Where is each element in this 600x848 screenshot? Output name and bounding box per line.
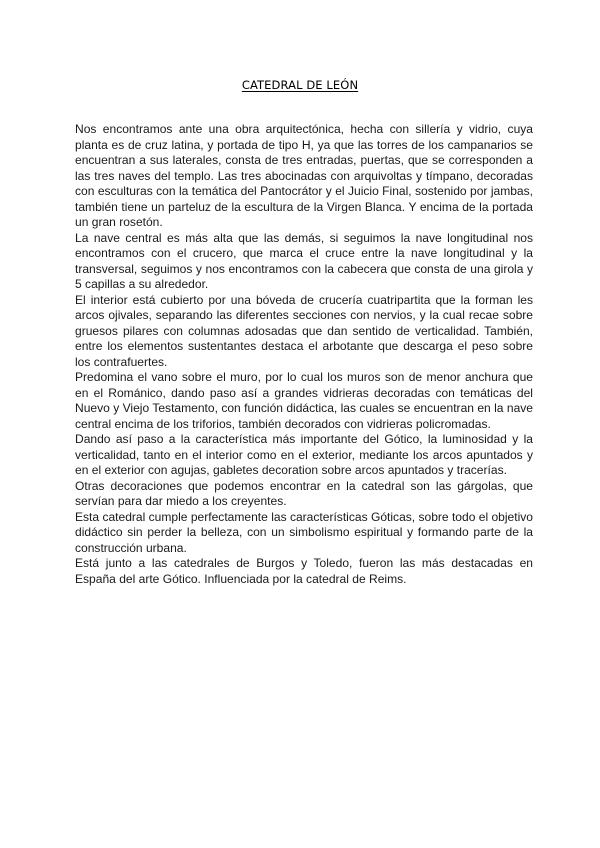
- paragraph-intro: Nos encontramos ante una obra arquitectónica, hecha con sillería y vidrio, cuya planta es de cruz latina, y portada de tipo H, ya que las torres de los campanarios se encuentran a sus laterales, consta de tres entradas, puertas, que se corresponden a las tres naves del templo. Las tres abocinadas con arquivoltas y tímpano, decoradas con esculturas con la temática del Pantocrátor y el Juicio Final, sostenido por jambas, también tiene un parteluz de la escultura de la Virgen Blanca. Y encima de la portada un gran rosetón.: [75, 122, 533, 229]
- paragraph-luminosidad: Dando así paso a la característica más importante del Gótico, la luminosidad y la verticalidad, tanto en el interior como en el exterior, mediante los arcos apuntados y en el exterior con agujas, gabletes decoration sobre arcos apuntados y tracerías.: [75, 432, 533, 477]
- document-title: CATEDRAL DE LEÓN: [241, 78, 359, 92]
- paragraph-gargolas: Otras decoraciones que podemos encontrar en la catedral son las gárgolas, que servían para dar miedo a los creyentes.: [75, 478, 533, 508]
- paragraph-caracteristicas: Esta catedral cumple perfectamente las características Góticas, sobre todo el objetivo didáctico sin perder la belleza, con un simbolismo espiritual y formando parte de la construcción urbana.: [75, 509, 534, 555]
- paragraph-conclusion: Está junto a las catedrales de Burgos y Toledo, fueron las más destacadas en España del arte Gótico. Influenciada por la catedral de Reims.: [75, 556, 533, 586]
- paragraph-nave-central: La nave central es más alta que las demás, si seguimos la nave longitudinal nos encontramos con el crucero, que marca el cruce entre la nave longitudinal y la transversal, seguimos y nos encontramos con la cabecera que consta de una girola y 5 capillas a su alrededor.: [75, 230, 533, 291]
- paragraph-vano: Predomina el vano sobre el muro, por lo cual los muros son de menor anchura que en el Románico, dando paso así a grandes vidrieras decoradas con temáticas del Nuevo y Viejo Testamento, con función didáctica, las cuales se encuentran en la nave central encima de los triforios, también decorados con vidrieras policromadas.: [75, 370, 533, 431]
- paragraph-interior: El interior está cubierto por una bóveda de crucería cuatripartita que la forman les arcos ojivales, separando las diferentes secciones con nervios, y la cual recae sobre gruesos pilares con columnas adosadas que dan sentido de verticalidad. También, entre los elementos sustentantes destaca el arbotante que descarga el peso sobre los contrafuertes.: [75, 292, 533, 369]
- document-body: [75, 122, 533, 587]
